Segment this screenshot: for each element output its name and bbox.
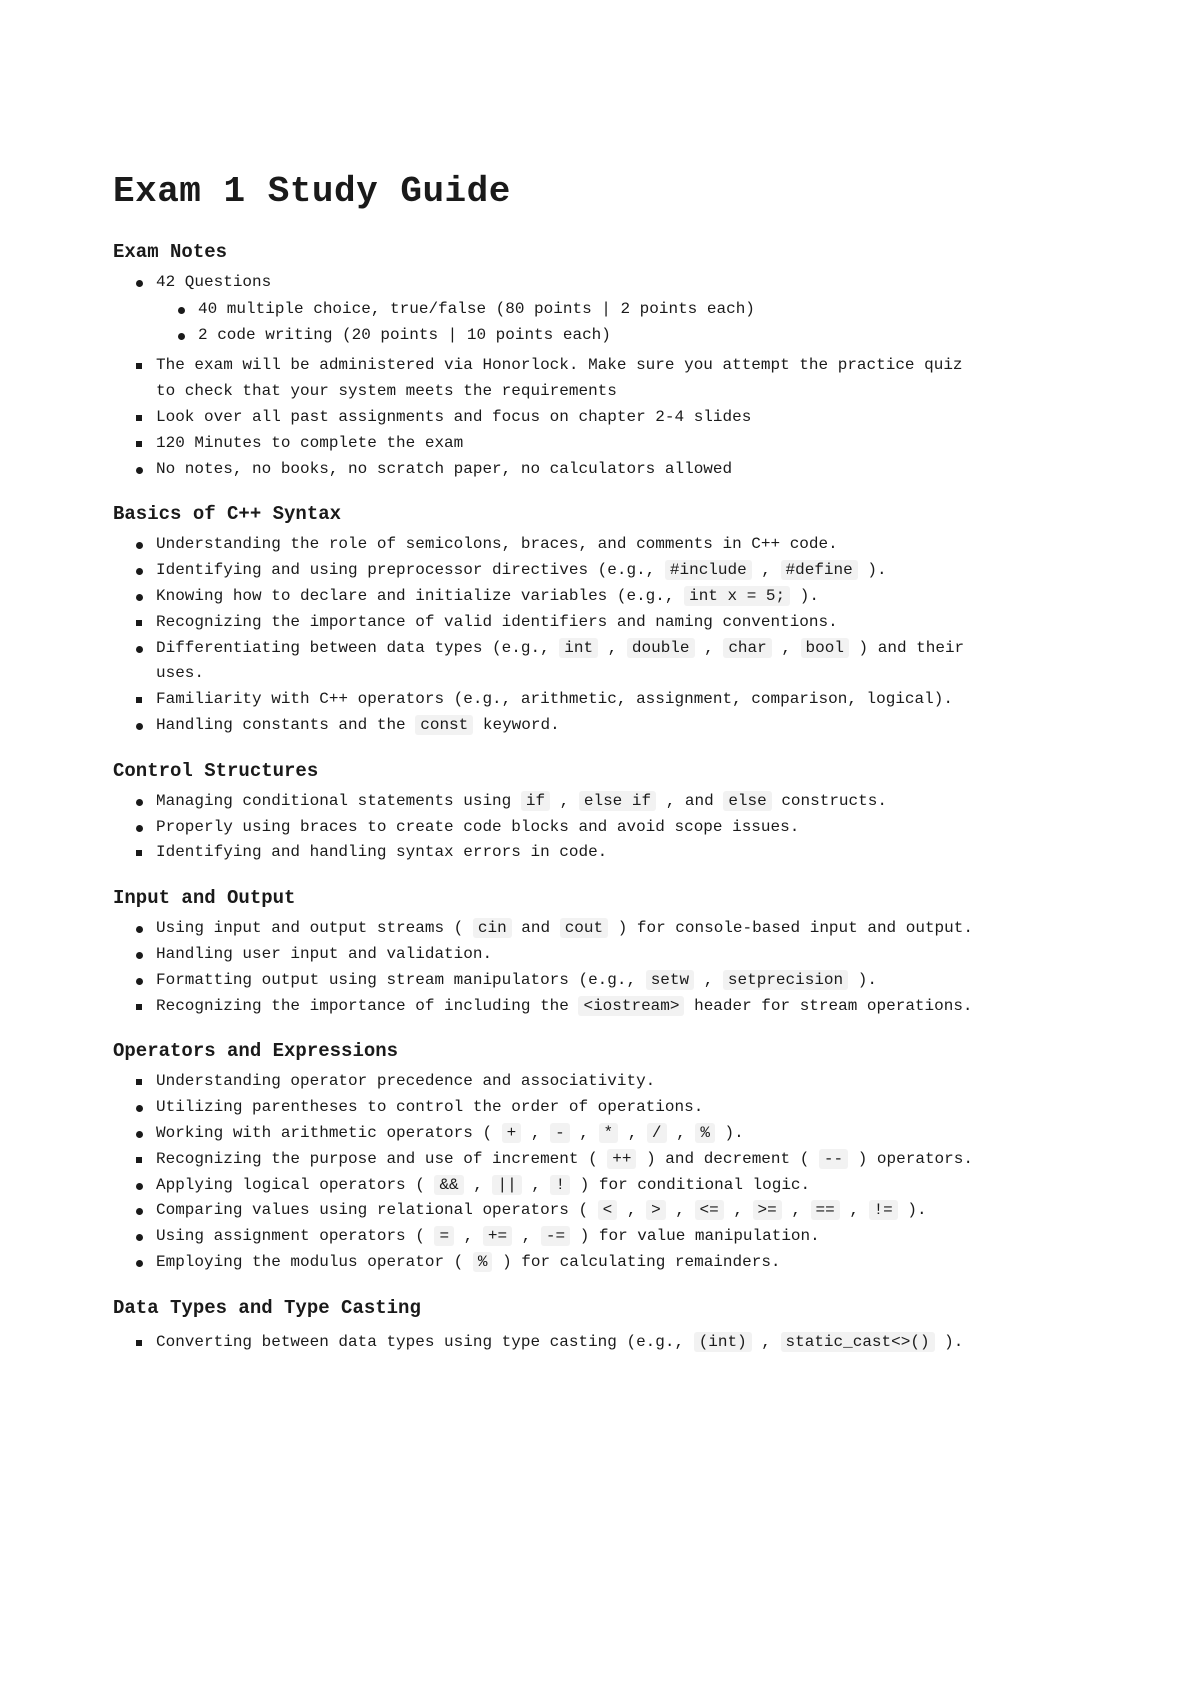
list-item: Understanding operator precedence and associativity. — [156, 1069, 986, 1095]
bullet-list — [113, 270, 1093, 482]
list-item: Identifying and handling syntax errors in code. — [156, 840, 986, 866]
list-item: 120 Minutes to complete the exam — [156, 431, 986, 457]
list-item: Properly using braces to create code blocks and avoid scope issues. — [156, 815, 986, 841]
code-snippet: || — [492, 1175, 521, 1195]
list-item: 40 multiple choice, true/false (80 points | 2 points each) — [198, 297, 986, 323]
code-snippet: cin — [473, 918, 512, 938]
list-item: The exam will be administered via Honorlock. Make sure you attempt the practice quiz to check that your system meets the requirements — [156, 353, 986, 405]
list-item: Converting between data types using type casting (e.g., (int) , static_cast<>() ). — [156, 1330, 986, 1356]
list-item: Applying logical operators ( && , || , ! ) for conditional logic. — [156, 1173, 986, 1199]
code-snippet: setprecision — [723, 970, 848, 990]
list-item: Recognizing the importance of including the <iostream> header for stream operations. — [156, 994, 986, 1020]
code-snippet: != — [869, 1200, 898, 1220]
section-control — [113, 759, 1093, 866]
section-heading: Exam Notes — [113, 241, 228, 263]
code-snippet: + — [502, 1123, 522, 1143]
code-snippet: < — [598, 1200, 618, 1220]
code-snippet: -= — [541, 1226, 570, 1246]
code-snippet: else if — [579, 791, 656, 811]
code-snippet: (int) — [694, 1332, 752, 1352]
list-item: Using assignment operators ( = , += , -= ) for value manipulation. — [156, 1224, 986, 1250]
list-item: Handling user input and validation. — [156, 942, 986, 968]
code-snippet: == — [811, 1200, 840, 1220]
code-snippet: - — [550, 1123, 570, 1143]
code-snippet: % — [695, 1123, 715, 1143]
list-item: Knowing how to declare and initialize variables (e.g., int x = 5; ). — [156, 584, 986, 610]
list-item: Employing the modulus operator ( % ) for calculating remainders. — [156, 1250, 986, 1276]
section-io — [113, 886, 1093, 1019]
code-snippet: > — [646, 1200, 666, 1220]
list-item: Familiarity with C++ operators (e.g., arithmetic, assignment, comparison, logical). — [156, 687, 986, 713]
code-snippet: if — [521, 791, 550, 811]
code-snippet: += — [483, 1226, 512, 1246]
bullet-list — [113, 532, 1093, 738]
page-title: Exam 1 Study Guide — [113, 171, 511, 212]
document — [113, 170, 1093, 1376]
code-snippet: ! — [550, 1175, 570, 1195]
sub-list — [156, 297, 986, 349]
list-item: Recognizing the purpose and use of increment ( ++ ) and decrement ( -- ) operators. — [156, 1147, 986, 1173]
code-snippet: char — [723, 638, 771, 658]
bullet-list — [113, 789, 1093, 866]
code-snippet: static_cast<>() — [781, 1332, 935, 1352]
code-snippet: int x = 5; — [684, 586, 790, 606]
code-snippet: && — [434, 1175, 463, 1195]
bullet-list — [113, 916, 1093, 1019]
code-snippet: cout — [560, 918, 608, 938]
code-snippet: -- — [819, 1149, 848, 1169]
list-item: 2 code writing (20 points | 10 points each) — [198, 323, 986, 349]
section-exam-notes — [113, 240, 1093, 482]
list-item: Comparing values using relational operators ( < , > , <= , >= , == , != ). — [156, 1198, 986, 1224]
list-item: Working with arithmetic operators ( + , - , * , / , % ). — [156, 1121, 986, 1147]
list-item: No notes, no books, no scratch paper, no calculators allowed — [156, 457, 986, 483]
code-snippet: else — [723, 791, 771, 811]
code-snippet: <iostream> — [578, 996, 684, 1016]
list-item: Using input and output streams ( cin and cout ) for console-based input and output. — [156, 916, 986, 942]
section-operators — [113, 1039, 1093, 1275]
section-heading: Data Types and Type Casting — [113, 1296, 421, 1319]
list-item: Recognizing the importance of valid identifiers and naming conventions. — [156, 610, 986, 636]
code-snippet: bool — [801, 638, 849, 658]
list-item: Look over all past assignments and focus on chapter 2-4 slides — [156, 405, 986, 431]
section-heading: Operators and Expressions — [113, 1040, 399, 1063]
code-snippet: #define — [781, 560, 858, 580]
code-snippet: % — [473, 1252, 493, 1272]
section-syntax — [113, 502, 1093, 738]
list-item: Differentiating between data types (e.g., int , double , char , bool ) and their uses. — [156, 636, 986, 688]
code-snippet: * — [599, 1123, 619, 1143]
list-item: 42 Questions 40 multiple choice, true/false (80 points | 2 points each) 2 code writing (20 points | 10 points each) — [156, 270, 986, 348]
section-heading: Input and Output — [113, 887, 296, 910]
bullet-list — [113, 1330, 1093, 1356]
code-snippet: / — [647, 1123, 667, 1143]
code-snippet: ++ — [607, 1149, 636, 1169]
section-heading: Basics of C++ Syntax — [113, 503, 342, 526]
list-item: Managing conditional statements using if , else if , and else constructs. — [156, 789, 986, 815]
list-item: Understanding the role of semicolons, braces, and comments in C++ code. — [156, 532, 986, 558]
list-item: Formatting output using stream manipulators (e.g., setw , setprecision ). — [156, 968, 986, 994]
code-snippet: double — [627, 638, 695, 658]
list-item: Identifying and using preprocessor directives (e.g., #include , #define ). — [156, 558, 986, 584]
code-snippet: = — [434, 1226, 454, 1246]
code-snippet: setw — [646, 970, 694, 990]
section-casting — [113, 1296, 1093, 1356]
code-snippet: int — [559, 638, 598, 658]
list-item: Handling constants and the const keyword. — [156, 713, 986, 739]
bullet-list — [113, 1069, 1093, 1275]
code-snippet: #include — [665, 560, 752, 580]
code-snippet: <= — [695, 1200, 724, 1220]
list-item: Utilizing parentheses to control the order of operations. — [156, 1095, 986, 1121]
code-snippet: const — [415, 715, 473, 735]
section-heading: Control Structures — [113, 759, 319, 782]
code-snippet: >= — [753, 1200, 782, 1220]
